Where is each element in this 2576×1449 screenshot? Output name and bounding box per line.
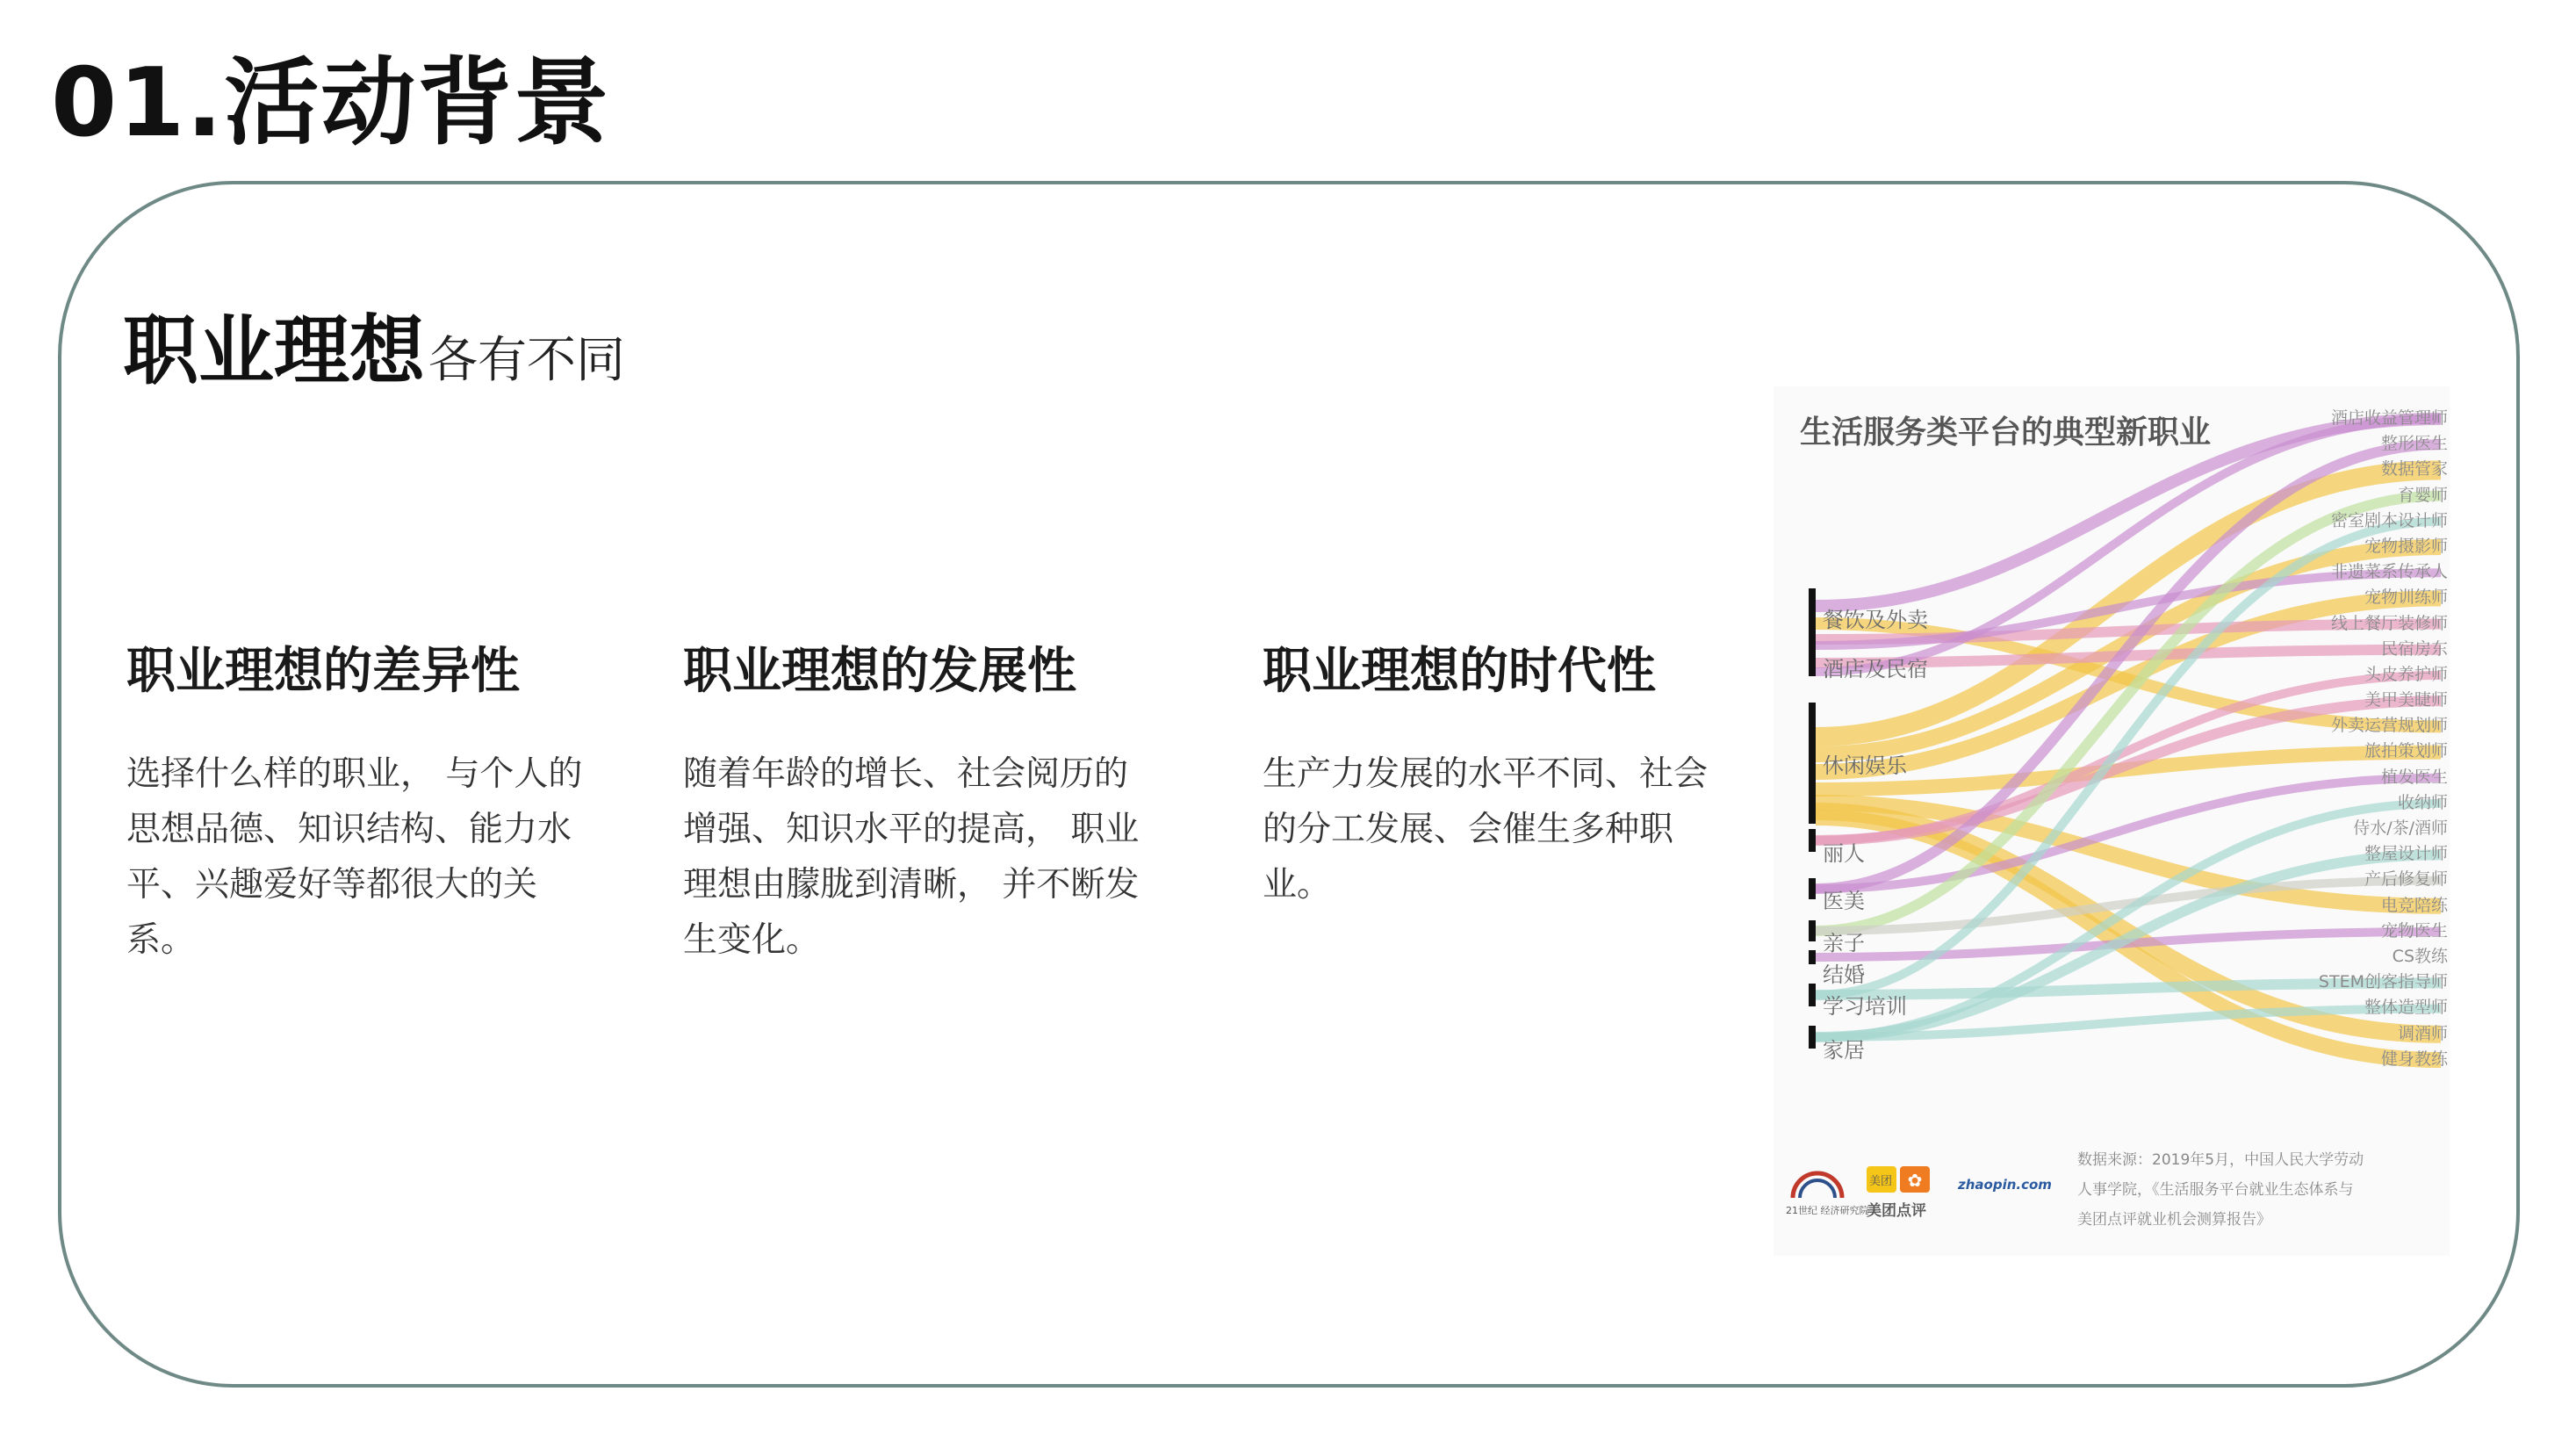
column-era <box>1263 632 1737 912</box>
logo-2-top: 美团 <box>1869 1175 1893 1188</box>
heading-main: 职业理想 <box>123 307 425 395</box>
job-label: 调酒师 <box>2397 1023 2448 1043</box>
job-label: 健身教练 <box>2380 1049 2448 1069</box>
category-bar <box>1809 878 1816 899</box>
job-label: 植发医生 <box>2380 767 2448 787</box>
job-label: 整形医生 <box>2380 434 2448 454</box>
left-label: 丽人 <box>1823 841 1865 866</box>
svg-text:✿: ✿ <box>1907 1170 1923 1191</box>
category-bar <box>1809 588 1816 659</box>
job-label: 外卖运营规划师 <box>2330 716 2448 736</box>
category-bar <box>1809 920 1816 941</box>
logo-row <box>1782 1152 2052 1231</box>
job-label: 产后修复师 <box>2364 869 2448 890</box>
job-label: 电竞陪练 <box>2380 895 2448 915</box>
source-line: 美团点评就业机会测算报告》 <box>2077 1211 2271 1229</box>
job-label: 育婴师 <box>2397 485 2448 505</box>
column-text: 选择什么样的职业， 与个人的思想品德、知识结构、能力水平、兴趣爱好等都很大的关系。 <box>126 754 583 960</box>
left-label: 亲子 <box>1823 931 1865 955</box>
job-label: 美甲美睫师 <box>2364 690 2448 710</box>
left-label: 家居 <box>1823 1038 1865 1063</box>
left-label: 医美 <box>1823 889 1865 913</box>
column-text: 随着年龄的增长、社会阅历的增强、知识水平的提高， 职业理想由朦胧到清晰， 并不断发生变化。 <box>683 754 1140 960</box>
section-heading <box>123 290 625 399</box>
column-difference <box>126 632 601 968</box>
job-label: STEM创客指导师 <box>2318 972 2448 992</box>
column-title: 职业理想的差异性 <box>126 643 520 700</box>
job-label: 头皮养护师 <box>2364 664 2448 684</box>
category-bar <box>1809 950 1816 964</box>
job-label: CS教练 <box>2392 946 2448 966</box>
category-bar <box>1809 703 1816 824</box>
job-label: 宠物摄影师 <box>2364 536 2448 556</box>
source-line: 数据来源：2019年5月，中国人民大学劳动 <box>2077 1151 2364 1169</box>
logo-2-text: 美团点评 <box>1867 1202 1926 1220</box>
right-job-list <box>2184 406 2448 1072</box>
category-bar <box>1809 1026 1816 1049</box>
source-line: 人事学院，《生活服务平台就业生态体系与 <box>2077 1181 2354 1199</box>
logo-3-text: zhaopin.com <box>1958 1177 2052 1193</box>
left-label: 餐饮及外卖 <box>1823 608 1928 632</box>
job-label: 非遗菜系传承人 <box>2330 562 2448 582</box>
left-label: 休闲娱乐 <box>1823 753 1907 778</box>
job-label: 宠物医生 <box>2380 920 2448 941</box>
sankey-figure <box>1774 386 2450 1256</box>
job-label: 民宿房东 <box>2380 638 2448 659</box>
column-development <box>683 632 1157 968</box>
heading-sub: 各有不同 <box>428 332 625 389</box>
data-source-note <box>2077 1145 2428 1235</box>
left-label: 酒店及民宿 <box>1823 657 1928 681</box>
job-label: 旅拍策划师 <box>2364 741 2448 761</box>
page-title: 01.活动背景 <box>51 48 611 158</box>
job-label: 数据管家 <box>2380 459 2448 479</box>
job-label: 宠物训练师 <box>2364 588 2448 608</box>
job-label: 整体造型师 <box>2364 998 2448 1018</box>
left-label: 结婚 <box>1823 962 1865 987</box>
job-label: 密室剧本设计师 <box>2330 510 2448 530</box>
category-bar <box>1809 650 1816 676</box>
category-bar <box>1809 829 1816 852</box>
column-text: 生产力发展的水平不同、社会的分工发展、会催生多种职业。 <box>1263 754 1709 905</box>
left-label: 学习培训 <box>1823 994 1907 1019</box>
job-label: 收纳师 <box>2397 792 2448 812</box>
logo-1-text: 21世纪 经济研究院 <box>1786 1205 1869 1216</box>
job-label: 酒店收益管理师 <box>2330 408 2448 428</box>
job-label: 侍水/茶/酒师 <box>2353 818 2448 838</box>
job-label: 整屋设计师 <box>2364 844 2448 864</box>
column-title: 职业理想的发展性 <box>683 643 1076 700</box>
figure-title: 生活服务类平台的典型新职业 <box>1800 415 2212 451</box>
logo-arc-icon <box>1800 1180 1835 1198</box>
job-label: 线上餐厅装修师 <box>2330 613 2448 633</box>
category-bar <box>1809 984 1816 1006</box>
column-title: 职业理想的时代性 <box>1263 643 1656 700</box>
